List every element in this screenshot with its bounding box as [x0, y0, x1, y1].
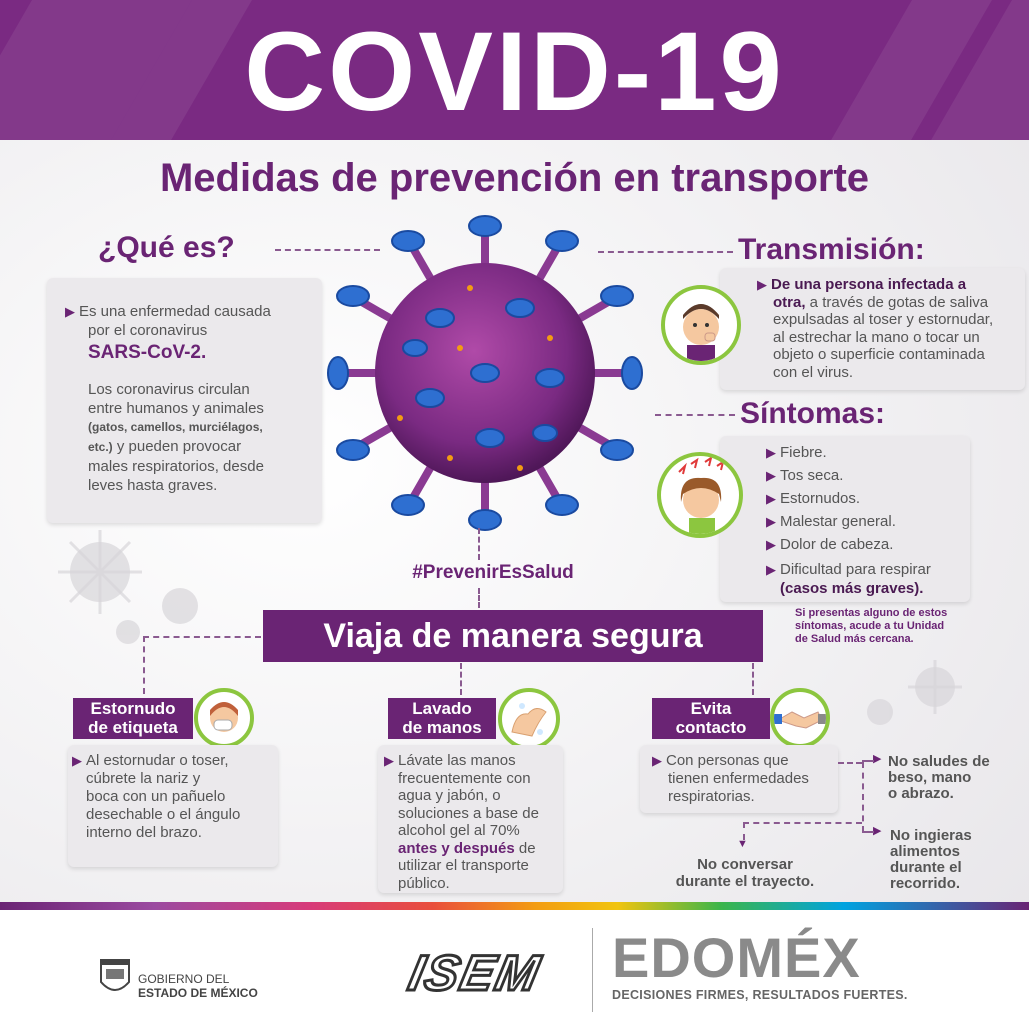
handshake-icon — [770, 688, 830, 748]
coughing-person-icon — [661, 285, 741, 365]
edomex-logo: EDOMÉX — [612, 926, 861, 989]
arrow-right-icon: ▶ — [873, 753, 882, 765]
page-title: COVID-19 — [244, 9, 785, 134]
connector-line — [478, 588, 480, 608]
connector-line — [862, 831, 874, 833]
coronavirus-illustration — [320, 208, 650, 538]
bullet-triangle-icon: ▶ — [72, 753, 82, 768]
list-item: ▶ Dificultad para respirar — [766, 561, 931, 578]
page-subtitle: Medidas de prevención en transporte — [159, 156, 870, 200]
evita-branch-alimentos: No ingieras alimentos durante el recorrido. — [890, 827, 972, 892]
evita-text: ▶ Con personas que tienen enfermedades respiratorias. — [652, 752, 809, 805]
evita-label: Evita contacto — [652, 698, 770, 739]
list-item: ▶ Tos seca. — [766, 467, 844, 484]
list-item: ▶ Fiebre. — [766, 444, 827, 461]
bullet-triangle-icon: ▶ — [652, 753, 662, 768]
bullet-triangle-icon: ▶ — [766, 491, 776, 506]
estornudo-label: Estornudo de etiqueta — [73, 698, 193, 739]
government-seal-icon — [98, 958, 132, 998]
bullet-triangle-icon: ▶ — [766, 537, 776, 552]
bullet-triangle-icon: ▶ — [766, 562, 776, 577]
connector-line — [143, 636, 261, 638]
sintomas-heading: Síntomas: — [740, 397, 886, 430]
footer-divider — [592, 928, 593, 1012]
lavado-label: Lavado de manos — [388, 698, 496, 739]
evita-branch-saludos: No saludes de beso, mano o abrazo. — [888, 753, 990, 802]
slogan: DECISIONES FIRMES, RESULTADOS FUERTES. — [612, 988, 908, 1002]
symptom-advice: Si presentas alguno de estos síntomas, acude a tu Unidad de Salud más cercana. — [795, 607, 948, 645]
sneezing-person-icon — [194, 688, 254, 748]
bullet-triangle-icon: ▶ — [766, 468, 776, 483]
headache-person-icon — [657, 452, 743, 538]
list-item: ▶ Estornudos. — [766, 490, 861, 507]
list-item: ▶ Dolor de cabeza. — [766, 536, 894, 553]
connector-line — [838, 762, 862, 764]
rainbow-divider — [0, 902, 1029, 910]
bullet-triangle-icon: ▶ — [766, 445, 776, 460]
transmision-heading: Transmisión: — [738, 233, 925, 266]
arrow-down-icon: ▼ — [737, 838, 748, 850]
virus-name: SARS-CoV-2. — [88, 342, 207, 363]
que-es-heading: ¿Qué es? — [98, 231, 235, 264]
connector-line — [275, 249, 380, 251]
government-name: GOBIERNO DEL ESTADO DE MÉXICO — [138, 972, 258, 1000]
connector-line — [655, 414, 735, 416]
list-item: ▶ Malestar general. — [766, 513, 896, 530]
connector-line — [143, 636, 145, 694]
travel-banner: Viaja de manera segura — [263, 610, 763, 662]
transmision-text: ▶ De una persona infectada a otra, a través de gotas de saliva expulsadas al toser y estornudar, al estrechar la mano o tocar un objeto o superficie contaminada con el virus. — [757, 276, 994, 381]
connector-line — [752, 663, 754, 695]
connector-line — [478, 528, 480, 560]
bullet-triangle-icon: ▶ — [757, 277, 767, 292]
lavado-text: ▶ Lávate las manos frecuentemente con agua y jabón, o soluciones a base de alcohol gel al 70% antes y después de utilizar el transporte público. — [384, 752, 539, 892]
estornudo-text: ▶ Al estornudar o toser, cúbrete la nariz y boca con un pañuelo desechable o el ángulo interno del brazo. — [72, 752, 241, 841]
arrow-right-icon: ▶ — [873, 825, 882, 837]
connector-line — [862, 760, 874, 762]
bullet-triangle-icon: ▶ — [65, 304, 75, 319]
hashtag: #PrevenirEsSalud — [412, 562, 574, 583]
handwashing-icon — [498, 688, 560, 750]
bullet-triangle-icon: ▶ — [766, 514, 776, 529]
connector-line — [598, 251, 733, 253]
connector-line — [862, 762, 864, 832]
connector-line — [460, 663, 462, 695]
evita-branch-conversar: No conversar durante el trayecto. — [675, 856, 815, 890]
bullet-triangle-icon: ▶ — [384, 753, 394, 768]
connector-line — [743, 822, 862, 824]
isem-logo: ISEM — [403, 945, 547, 1001]
que-es-text: ▶ Es una enfermedad causada por el coronavirus SARS-CoV-2. Los coronavirus circulan entre humanos y animales (gatos, camellos, murciélagos, etc.) y pueden provocar males respiratorios, desde leves hasta graves. — [65, 302, 315, 495]
sintomas-list: ▶ Fiebre. ▶ Tos seca. ▶ Estornudos. ▶ Malestar general. ▶ Dolor de cabeza. ▶ Dificultad para respirar (casos más graves). — [766, 441, 971, 598]
